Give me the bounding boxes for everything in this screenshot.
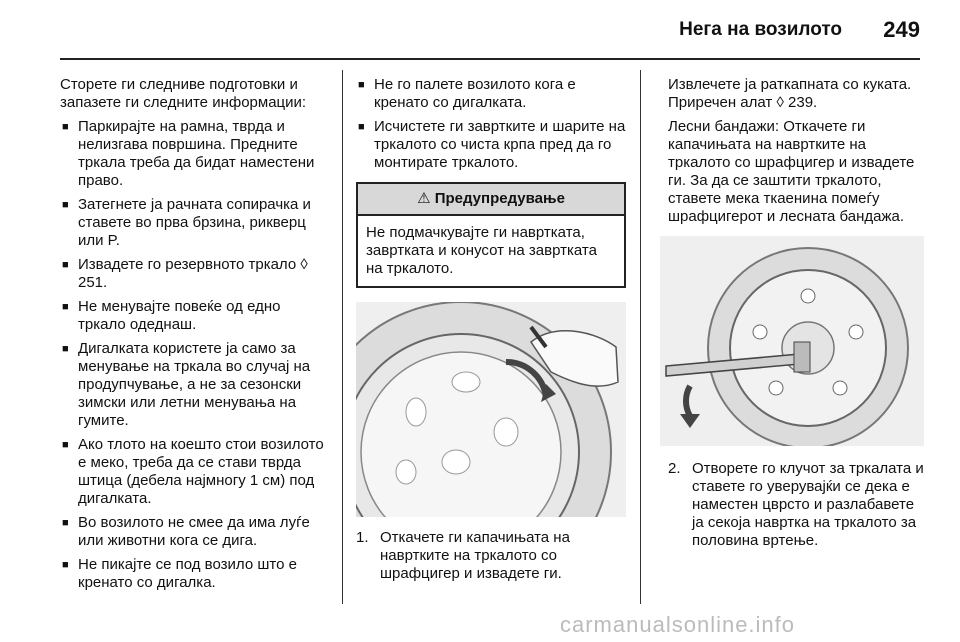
column-divider xyxy=(640,70,641,604)
alloy-wheel-text: Лесни бандажи: Откачете ги капачињата на навртките на тркалото со шрафцигер и извадете ги. За да се заштити тркалото, ставете мека ткаенина помеѓу шрафцигерот и лесната бандажа. xyxy=(668,118,915,225)
square-bullet-icon: ■ xyxy=(62,259,69,271)
square-bullet-icon: ■ xyxy=(62,559,69,571)
square-bullet-icon: ■ xyxy=(62,343,69,355)
warning-box xyxy=(356,182,626,288)
watermark-text: carmanualsonline.info xyxy=(560,612,796,637)
intro-text: Сторете ги следниве подготовки и запазете ги следните информации: xyxy=(60,76,307,111)
square-bullet-icon: ■ xyxy=(358,79,365,91)
list-item: ■ Затегнете ја рачната сопирачка и ставете во прва брзина, рикверц или P. xyxy=(62,196,311,249)
page-title: Нега на возилото xyxy=(679,19,842,40)
square-bullet-icon: ■ xyxy=(62,199,69,211)
list-item: ■ Не менувајте повеќе од едно тркало одеднаш. xyxy=(62,298,281,333)
list-item: ■ Дигалката користете ја само за менување на тркала во случај на продупчување, а не за сезонски зимски или летни менувања на гумите. xyxy=(62,340,311,429)
warning-text: Не подмачкувајте ги навртката, завртката и конусот на завртката на тркалото. xyxy=(366,224,597,277)
header-rule xyxy=(60,58,920,60)
figure-hubcap-removal xyxy=(356,302,626,517)
figure-wheel-wrench xyxy=(660,236,924,446)
list-item: 1. Откачете ги капачињата на навртките на тркалото со шрафцигер и извадете ги. xyxy=(356,529,570,582)
preparation-list xyxy=(60,118,330,592)
column-left xyxy=(60,76,330,598)
list-item: ■ Не пикајте се под возило што е кренато со дигалка. xyxy=(62,556,297,591)
list-item: ■ Ако тлото на коешто стои возилото е меко, треба да се стави тврда штица (дебела најмногу 1 см) под дигалката. xyxy=(62,436,324,507)
square-bullet-icon: ■ xyxy=(358,121,365,133)
hubcap-text: Извлечете ја раткапната со куката. Приречен алат ◊ 239. xyxy=(668,76,912,111)
list-item: ■ Исчистете ги завртките и шарите на тркалото со чиста крпа пред да го монтирате тркалото. xyxy=(358,118,626,171)
list-item: ■ Во возилото не смее да има луѓе или животни кога се дига. xyxy=(62,514,310,549)
list-item: ■ Паркирајте на рамна, тврда и нелизгава површина. Предните тркала треба да бидат наместени право. xyxy=(62,118,315,189)
square-bullet-icon: ■ xyxy=(62,517,69,529)
page-number: 249 xyxy=(883,17,920,42)
steps-list xyxy=(356,529,626,583)
cleaning-list xyxy=(356,76,626,172)
column-middle xyxy=(356,76,626,589)
warning-triangle-icon: ⚠ xyxy=(417,190,431,207)
column-right xyxy=(668,76,924,556)
column-divider xyxy=(342,70,343,604)
steps-list xyxy=(668,460,924,550)
square-bullet-icon: ■ xyxy=(62,301,69,313)
list-item: ■ Извадете го резервното тркало ◊ 251. xyxy=(62,256,308,291)
square-bullet-icon: ■ xyxy=(62,121,69,133)
list-item: ■ Не го палете возилото кога е кренато со дигалката. xyxy=(358,76,576,111)
warning-title: ⚠ Предупредување xyxy=(358,184,624,216)
page-header xyxy=(0,0,960,60)
list-item: 2. Отворете го клучот за тркалата и ставете го уверувајќи се дека е наместен цврсто и разлабавете ја секоја навртка на тркалото за половина вртење. xyxy=(668,460,924,549)
square-bullet-icon: ■ xyxy=(62,439,69,451)
